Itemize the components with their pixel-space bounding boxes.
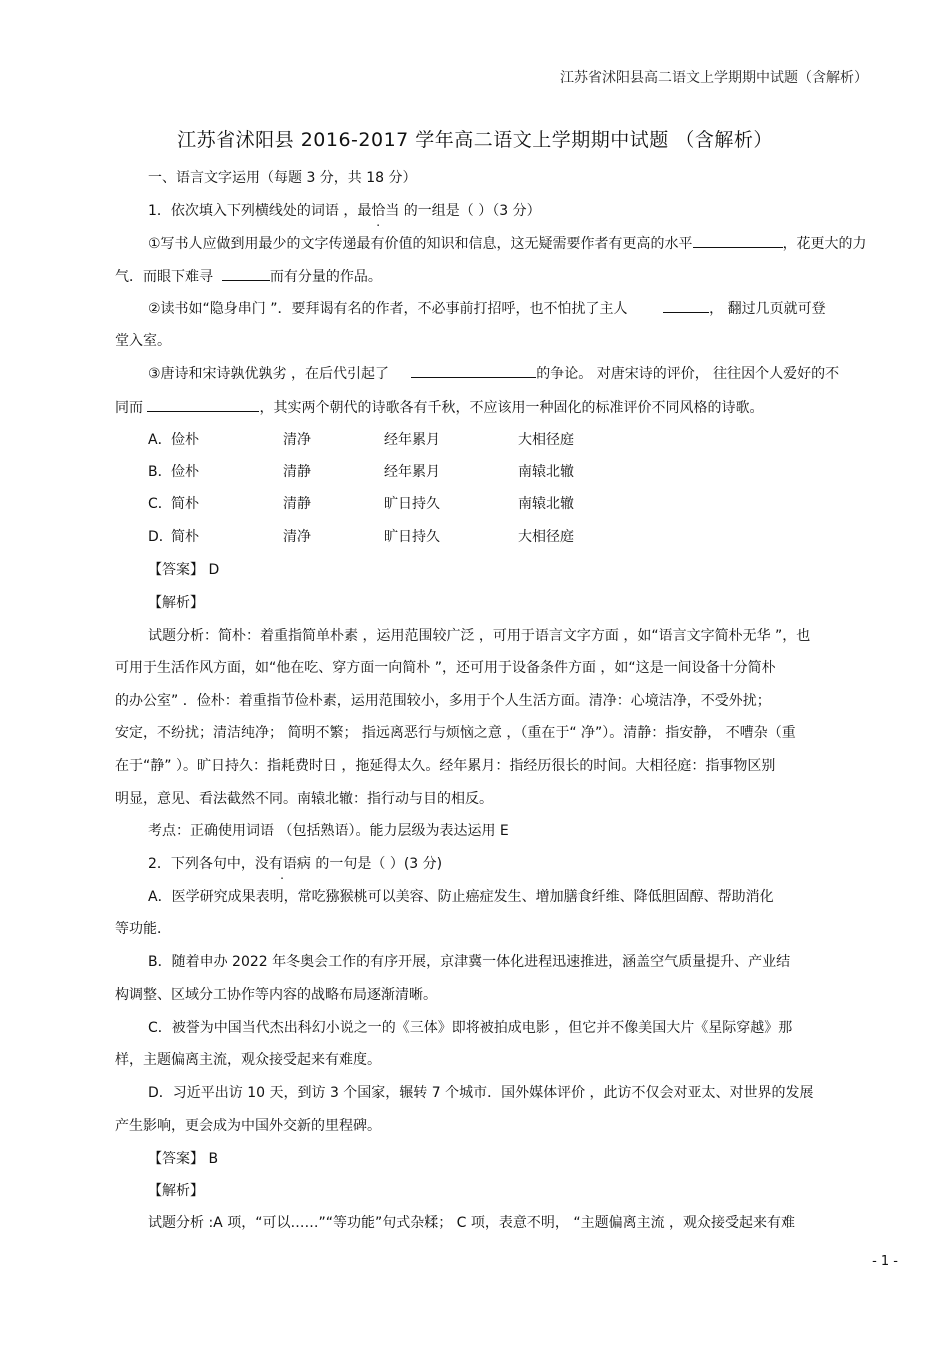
- q1-analysis-line: 的办公室” ．俭朴：着重指节俭朴素，运用范围较小，多用于个人生活方面。清净：心境洁净，不受外扰；: [115, 693, 771, 709]
- q1-stem-emphasis: 最恰当: [357, 203, 400, 219]
- q1-p1d-text: 而有分量的作品。: [269, 269, 382, 285]
- q2-analysis-line: 试题分析 :A 项，“可以……”“等功能”句式杂糅； C 项，表意不明， “主题偏离主流 ，观众接受起来有难: [148, 1215, 796, 1231]
- q1-p2a-text: ②读书如“隐身串门 ”．要拜谒有名的作者，不必事前打招呼，也不怕扰了主人: [148, 301, 628, 317]
- page-header: 江苏省沭阳县高二语文上学期期中试题（含解析）: [560, 70, 868, 86]
- option-label: C．: [148, 496, 172, 512]
- option-word: 俭朴: [171, 432, 199, 448]
- q1-analysis-line: 试题分析：简朴：着重指简单朴素 ，运用范围较广泛 ，可用于语言文字方面 ，如“语言文字简朴无华 ”，也: [148, 628, 811, 644]
- q1-p3a-text: ③唐诗和宋诗孰优孰劣 ，在后代引起了: [148, 366, 389, 382]
- q1-p3b-text: 的争论。 对唐宋诗的评价， 往往因个人爱好的不: [536, 366, 840, 382]
- option-word: 大相径庭: [518, 529, 574, 545]
- q1-p3d-text: ，其实两个朝代的诗歌各有千秋，不应该用一种固化的标准评价不同风格的诗歌。: [259, 400, 764, 416]
- option-word: 旷日持久: [384, 529, 440, 545]
- page-number: - 1 -: [872, 1254, 898, 1269]
- q2-stem: [148, 854, 442, 874]
- q2-stem-a: 2．下列各句中，: [148, 856, 255, 872]
- option-word: 清静: [283, 464, 311, 480]
- option-word: 清净: [283, 432, 311, 448]
- q2-option-b: B．随着申办 2022 年冬奥会工作的有序开展，京津冀一体化进程迅速推进，涵盖空气质量提升、产业结: [148, 954, 791, 970]
- q1-stem-b: 的一组是（ ）（3 分）: [399, 203, 541, 219]
- q1-passage-2a: [148, 298, 826, 319]
- option-word: 经年累月: [384, 432, 440, 448]
- q2-option-a-cont: 等功能．: [115, 921, 171, 937]
- option-word: 清静: [283, 496, 311, 512]
- option-c: [148, 494, 748, 514]
- q2-option-d-cont: 产生影响，更会成为中国外交新的里程碑。: [115, 1118, 381, 1134]
- q2-option-b-cont: 构调整、区域分工协作等内容的战略布局逐渐清晰。: [115, 987, 437, 1003]
- document-title: 江苏省沭阳县 2016-2017 学年高二语文上学期期中试题 （含解析）: [177, 129, 773, 151]
- q2-stem-emphasis: 没有语病: [254, 856, 311, 872]
- section-heading: 一、语言文字运用（每题 3 分，共 18 分）: [148, 170, 417, 186]
- option-word: 俭朴: [171, 464, 199, 480]
- q1-analysis-label: 【解析】: [148, 595, 204, 611]
- blank: [222, 266, 270, 281]
- option-a: [148, 430, 748, 450]
- q1-p2b-text: ， 翻过几页就可登: [709, 301, 826, 317]
- option-word: 清净: [283, 529, 311, 545]
- q2-option-c: C．被誉为中国当代杰出科幻小说之一的《三体》即将被拍成电影 ，但它并不像美国大片《星际穿越》那: [148, 1020, 793, 1036]
- q1-stem: [148, 201, 541, 221]
- option-word: 简朴: [171, 529, 199, 545]
- q1-passage-1a: [148, 233, 867, 254]
- option-word: 大相径庭: [518, 432, 574, 448]
- option-word: 简朴: [171, 496, 199, 512]
- option-word: 南辕北辙: [518, 464, 574, 480]
- q2-option-c-cont: 样，主题偏离主流，观众接受起来有难度。: [115, 1052, 381, 1068]
- q1-kaodian: 考点：正确使用词语 （包括熟语）。能力层级为表达运用 E: [148, 823, 509, 839]
- option-d: [148, 527, 748, 547]
- option-word: 南辕北辙: [518, 496, 574, 512]
- option-b: [148, 462, 748, 482]
- blank: [693, 233, 783, 248]
- q1-passage-2b: 堂入室。: [115, 333, 171, 349]
- q1-stem-a: 1．依次填入下列横线处的词语 ，: [148, 203, 358, 219]
- q1-passage-1b: [115, 266, 382, 287]
- q1-p1a-text: ①写书人应做到用最少的文字传递最有价值的知识和信息，这无疑需要作者有更高的水平: [148, 236, 693, 252]
- q2-option-a: A．医学研究成果表明，常吃猕猴桃可以美容、防止癌症发生、增加膳食纤维、降低胆固醇、帮助消化: [148, 889, 774, 905]
- q2-option-d: D．习近平出访 10 天，到访 3 个国家，辗转 7 个城市．国外媒体评价 ，此访不仅会对亚太、对世界的发展: [148, 1085, 814, 1101]
- option-label: A．: [148, 432, 172, 448]
- q1-passage-3a: [148, 363, 839, 384]
- q1-analysis-line: 安定，不纷扰；清洁纯净； 简明不繁； 指远离恶行与烦恼之意 ，（重在于“ 净”）。清静：指安静， 不嘈杂（重: [115, 725, 796, 741]
- q1-p3c-text: 同而: [115, 400, 143, 416]
- q2-analysis-label: 【解析】: [148, 1183, 204, 1199]
- blank: [147, 397, 259, 412]
- q1-analysis-line: 明显，意见、看法截然不同。南辕北辙：指行动与目的相反。: [115, 791, 493, 807]
- q1-passage-3b: [115, 397, 763, 418]
- blank: [663, 298, 709, 313]
- q1-p1c-text: 气．而眼下难寻: [115, 269, 213, 285]
- q1-analysis-line: 在于“静” ）。旷日持久：指耗费时日 ，拖延得太久。经年累月：指经历很长的时间。大相径庭：指事物区别: [115, 758, 776, 774]
- blank: [411, 363, 536, 378]
- q2-answer: 【答案】 B: [148, 1151, 219, 1167]
- q1-answer: 【答案】 D: [148, 562, 220, 578]
- option-label: D．: [148, 529, 173, 545]
- option-label: B．: [148, 464, 172, 480]
- q1-p1b-text: ，花更大的力: [782, 236, 867, 252]
- option-word: 经年累月: [384, 464, 440, 480]
- q1-analysis-line: 可用于生活作风方面，如“他在吃、穿方面一向简朴 ”，还可用于设备条件方面 ，如“这是一间设备十分简朴: [115, 660, 776, 676]
- option-word: 旷日持久: [384, 496, 440, 512]
- q2-stem-b: 的一句是（ ）(3 分): [310, 856, 443, 872]
